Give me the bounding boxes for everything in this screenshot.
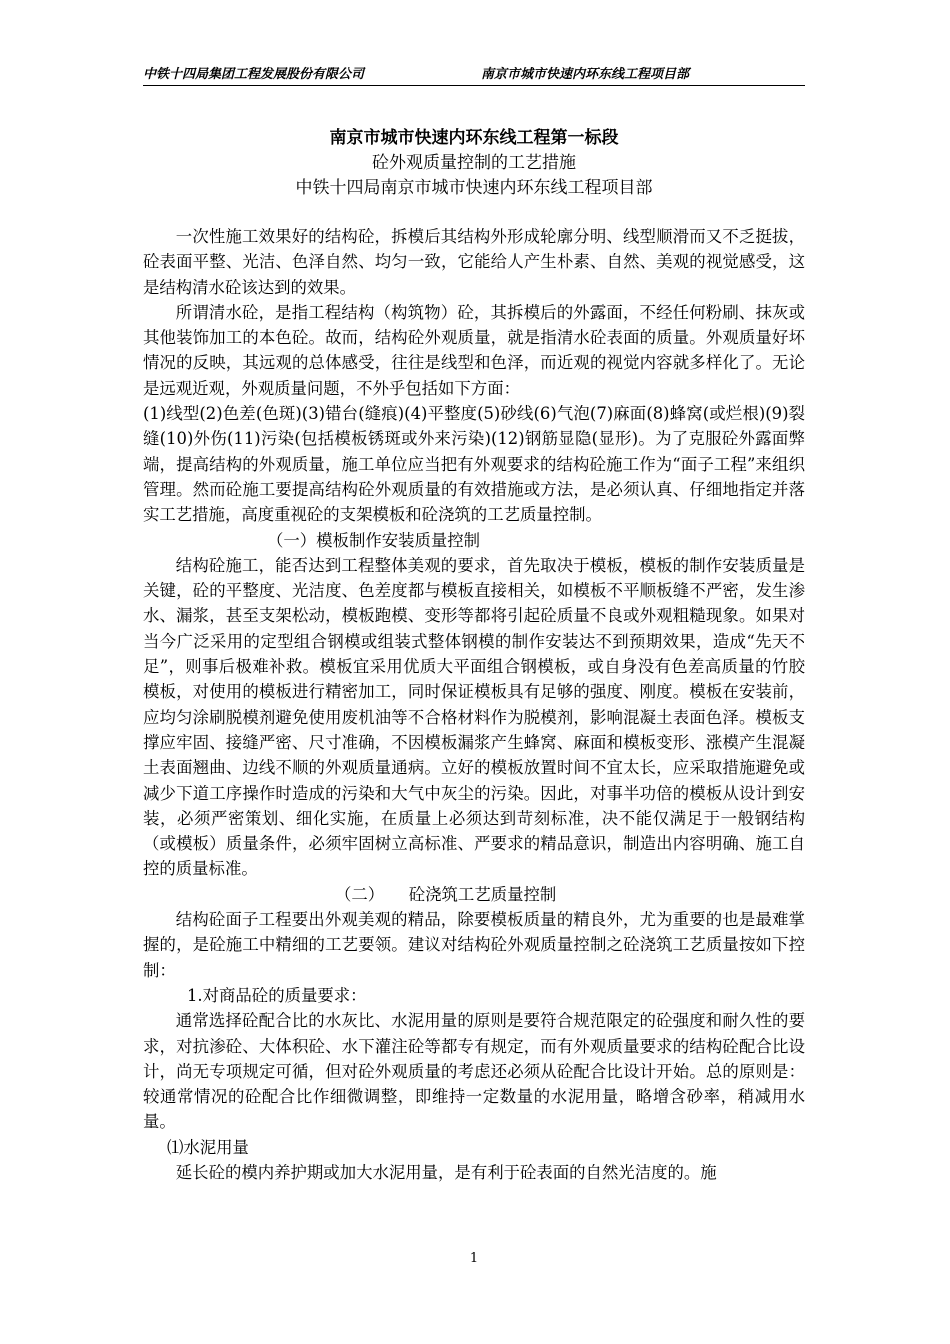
page-header — [143, 66, 805, 86]
header-divider — [143, 85, 805, 86]
page-number: 1 — [469, 1251, 479, 1266]
paragraph-formwork: 结构砼施工，能否达到工程整体美观的要求，首先取决于模板，模板的制作安装质量是关键，砼的平整度、光洁度、色差度都与模板直接相关，如模板不平顺板缝不严密，发生渗水、漏浆，甚至支架松动，模板跑模、变形等都将引起砼质量不良或外观粗糙现象。如果对当今广泛采用的定型组合钢模或组装式整体钢模的制作安装达不到预期效果，造成“先天不足”，则事后极难补救。模板宜采用优质大平面组合钢模板，或自身没有色差高质量的竹胶模板，对使用的模板进行精密加工，同时保证模板具有足够的强度、刚度。模板在安装前，应均匀涂刷脱模剂避免使用废机油等不合格材料作为脱模剂，影响混凝土表面色泽。模板支撑应牢固、接缝严密、尺寸准确，不因模板漏浆产生蜂窝、麻面和模板变形、涨模产生混凝土表面翘曲、边线不顺的外观质量通病。立好的模板放置时间不宜太长，应采取措施避免或减少下道工序操作时造成的污染和大气中灰尘的污染。因此，对事半功倍的模板从设计到安装，必须严密策划、细化实施，在质量上必须达到苛刻标准，决不能仅满足于一般钢结构（或模板）质量条件，必须牢固树立高标准、严要求的精品意识，制造出内容明确、施工自控的质量标准。 — [143, 555, 805, 879]
document-title: 南京市城市快速内环东线工程第一标段 — [329, 128, 619, 148]
subheading-cement-amount: ⑴水泥用量 — [167, 1137, 249, 1157]
document-subtitle: 砼外观质量控制的工艺措施 — [372, 153, 576, 173]
document-author: 中铁十四局南京市城市快速内环东线工程项目部 — [295, 178, 653, 198]
header-company: 中铁十四局集团工程发展股份有限公司 — [143, 67, 365, 82]
paragraph-pouring: 结构砼面子工程要出外观美观的精品，除要模板质量的精良外，尤为重要的也是最难掌握的，是砼施工中精细的工艺要领。建议对结构砼外观质量控制之砼浇筑工艺质量按如下控制： — [143, 910, 805, 980]
paragraph-cement: 延长砼的模内养护期或加大水泥用量，是有利于砼表面的自然光洁度的。施 — [175, 1162, 717, 1182]
section-heading-pouring: （二） 砼浇筑工艺质量控制 — [335, 884, 557, 904]
paragraph-mix-ratio: 通常选择砼配合比的水灰比、水泥用量的原则是要符合规范限定的砼强度和耐久性的要求，对抗渗砼、大体积砼、水下灌注砼等都专有规定，而有外观质量要求的结构砼配合比设计，尚无专项规定可循，但对砼外观质量的考虑还必须从砼配合比设计开始。总的原则是：较通常情况的砼配合比作细微调整，即维持一定数量的水泥用量，略增含砂率，稍减用水量。 — [143, 1011, 805, 1132]
paragraph-intro: 一次性施工效果好的结构砼，拆模后其结构外形成轮廓分明、线型顺滑而又不乏挺拔，砼表面平整、光洁、色泽自然、均匀一致，它能给人产生朴素、自然、美观的视觉感受，这是结构清水砼该达到的效果。 — [143, 227, 805, 297]
document-body — [143, 224, 805, 1185]
paragraph-defect-list: (1)线型(2)色差(色斑)(3)错台(缝痕)(4)平整度(5)砂线(6)气泡(7)麻面(8)蜂窝(或烂根)(9)裂缝(10)外伤(11)污染(包括模板锈斑或外来污染)(12)钢筋显隐(显形)。为了克服砼外露面弊端，提高结构的外观质量，施工单位应当把有外观要求的结构砼施工作为“面子工程”来组织管理。然而砼施工要提高结构砼外观质量的有效措施或方法，是必须认真、仔细地指定并落实工艺措施，高度重视砼的支架模板和砼浇筑的工艺质量控制。 — [143, 404, 805, 525]
paragraph-definition: 所谓清水砼，是指工程结构（构筑物）砼，其拆模后的外露面，不经任何粉刷、抹灰或其他装饰加工的本色砼。故而，结构砼外观质量，就是指清水砼表面的质量。外观质量好坏情况的反映，其远观的总体感受，往往是线型和色泽，而近观的视觉内容就多样化了。无论是远观近观，外观质量问题，不外乎包括如下方面： — [143, 302, 805, 398]
header-project: 南京市城市快速内环东线工程项目部 — [481, 67, 690, 82]
section-heading-formwork: （一）模板制作安装质量控制 — [267, 530, 481, 550]
subheading-concrete-requirements: 1.对商品砼的质量要求： — [187, 985, 367, 1005]
